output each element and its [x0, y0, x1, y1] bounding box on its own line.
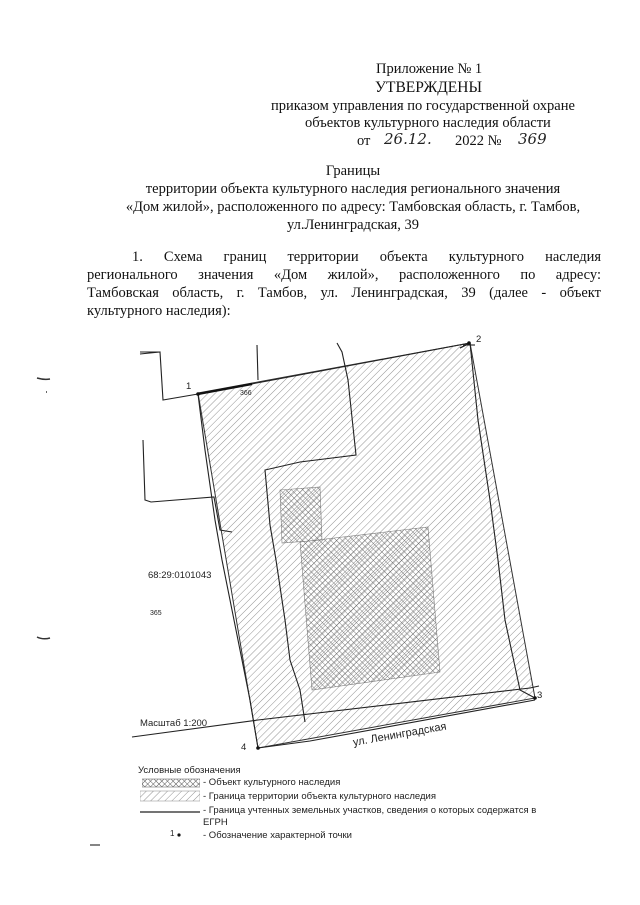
legend-parcel-label-2: ЕГРН: [203, 817, 228, 828]
paragraph-line-4: культурного наследия):: [87, 303, 231, 319]
legend-point-number: 1: [170, 829, 175, 838]
map-scale: Масштаб 1:200: [140, 718, 208, 729]
cadastral-block-number: 68:29:0101043: [148, 570, 212, 581]
point-label-3: 3: [537, 690, 543, 701]
date-handwritten: 26.12.: [384, 130, 432, 148]
paragraph-line-1: 1. Схема границ территории объекта культурного наследия: [132, 249, 601, 265]
title-line-1: Границы: [325, 163, 381, 179]
legend-point-dot: [175, 831, 183, 839]
title-line-3: «Дом жилой», расположенного по адресу: Тамбовская область, г. Тамбов,: [125, 199, 581, 215]
order-line-1: приказом управления по государственной охране: [271, 98, 575, 114]
point-label-1: 1: [186, 381, 192, 392]
legend-point-label: - Обозначение характерной точки: [203, 830, 352, 841]
point-marker-1: [196, 392, 200, 396]
legend-object-swatch: [142, 778, 200, 788]
legend-parcel-line: [140, 802, 200, 816]
title-line-4: ул.Ленинградская, 39: [286, 217, 420, 233]
legend-object-label: - Объект культурного наследия: [203, 777, 341, 788]
date-prefix: от: [357, 133, 371, 149]
approved-label: УТВЕРЖДЕНЫ: [375, 79, 482, 96]
street-name: ул. Ленинградская: [352, 720, 448, 749]
parcel-number-365: 365: [150, 610, 162, 617]
order-line-2: объектов культурного наследия области: [305, 115, 551, 131]
point-label-4: 4: [241, 742, 247, 753]
legend-territory-swatch: [140, 790, 200, 802]
order-year: 2022 №: [455, 133, 502, 149]
legend-territory-label: - Граница территории объекта культурного наследия: [203, 791, 436, 802]
point-marker-2: [467, 341, 471, 345]
paragraph-line-2: регионального значения «Дом жилой», расположенного по адресу:: [87, 267, 601, 283]
legend-title: Условные обозначения: [138, 765, 241, 776]
point-label-2: 2: [476, 334, 482, 345]
paragraph-line-3: Тамбовская область, г. Тамбов, ул. Ленинградская, 39 (далее - объект: [87, 285, 601, 301]
order-number-handwritten: 369: [518, 130, 547, 148]
legend-parcel-label-1: - Граница учтенных земельных участков, сведения о которых содержатся в: [203, 805, 537, 816]
point-marker-4: [256, 746, 260, 750]
title-line-2: территории объекта культурного наследия регионального значения: [145, 181, 561, 197]
appendix-label: Приложение № 1: [376, 61, 483, 77]
parcel-number-366: 366: [240, 390, 252, 397]
